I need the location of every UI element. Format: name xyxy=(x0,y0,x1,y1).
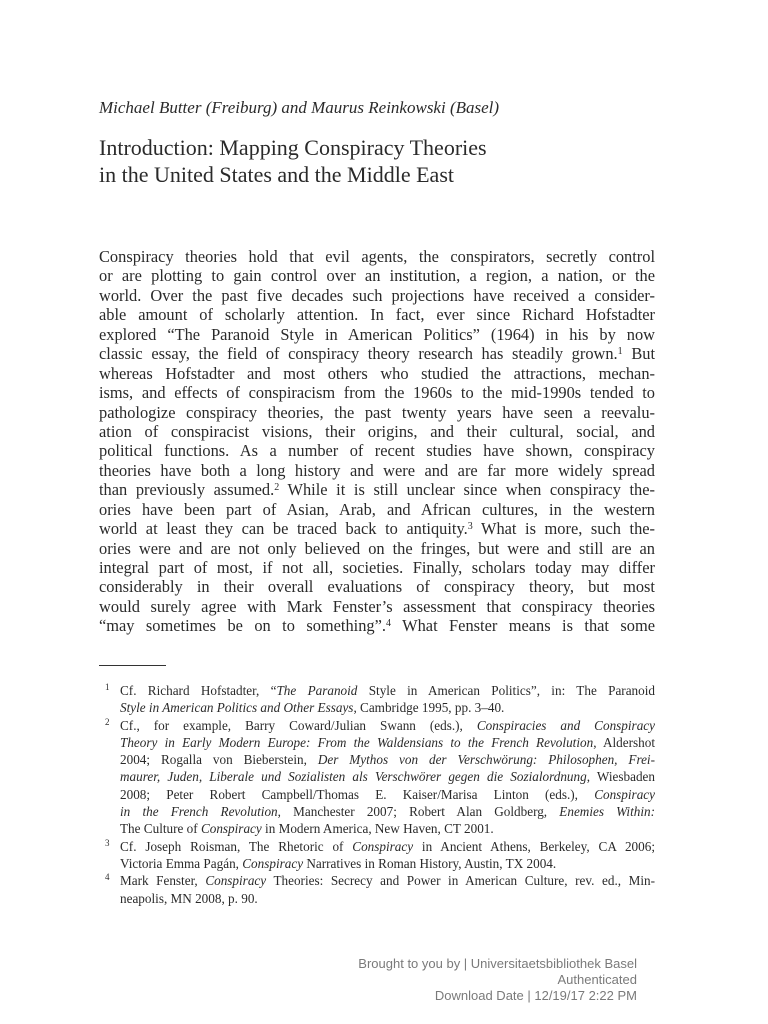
body-line: pathologize conspiracy theories, the past twenty years have seen a reevalu- xyxy=(99,402,655,422)
body-line: world. Over the past five decades such projections have received a consider- xyxy=(99,285,655,305)
body-text-segment: What Fenster means is that some xyxy=(402,616,655,636)
footnote-number: 1 xyxy=(105,682,110,692)
body-line: ation of conspiracist visions, their origins, and their cultural, social, and xyxy=(99,421,655,441)
footnotes xyxy=(99,682,655,907)
body-line: or are plotting to gain control over an institution, a region, a nation, or the xyxy=(99,266,655,286)
cited-title: Conspiracy xyxy=(242,855,304,871)
cited-title: maurer, Juden, Liberale und Sozialisten als Verschwörer gegen die Sozialordnung xyxy=(120,769,587,785)
cited-title: Conspiracy xyxy=(352,838,414,854)
body-line: ories were and are not only believed on the fringes, but were and still are an xyxy=(99,538,655,558)
body-line: explored “The Paranoid Style in American Politics” (1964) in his by now xyxy=(99,324,655,344)
footnote-line: neapolis, MN 2008, p. 90. xyxy=(120,890,258,906)
footnote-line: 2008; Peter Robert Campbell/Thomas E. Kaiser/Marisa Linton (eds.), Conspiracy xyxy=(120,786,655,802)
body-line: considerably in their overall evaluations of conspiracy theory, but most xyxy=(99,577,655,597)
body-line xyxy=(99,344,655,363)
footnote-4 xyxy=(99,872,655,907)
body-text-segment: than previously assumed. xyxy=(99,480,275,500)
footnote-number: 2 xyxy=(105,716,110,727)
stamp-line-date: Download Date | 12/19/17 2:22 PM xyxy=(434,988,637,1003)
footnote-line: in the French Revolution, Manchester 2007; Robert Alan Goldberg, Enemies Within: xyxy=(120,804,655,820)
body-line: integral part of most, if not all, societies. Finally, scholars today may differ xyxy=(99,558,655,577)
footnote-line: Mark Fenster, Conspiracy Theories: Secrecy and Power in American Culture, rev. ed., Min- xyxy=(120,873,655,889)
cited-title: Enemies Within: xyxy=(559,804,655,820)
footnote-line: Cf., for example, Barry Coward/Julian Swann (eds.), Conspiracies and Conspiracy xyxy=(120,717,655,733)
cited-title: The Paranoid xyxy=(276,683,358,698)
chapter-title-line-2: in the United States and the Middle East xyxy=(99,162,454,187)
stamp-line-auth: Authenticated xyxy=(557,972,637,987)
body-paragraph xyxy=(99,247,655,636)
body-line xyxy=(99,616,655,635)
body-text-segment: What is more, such the- xyxy=(480,519,655,539)
footnote-line: Victoria Emma Pagán, Conspiracy Narratives in Roman History, Austin, TX 2004. xyxy=(120,855,557,871)
body-line: political functions. As a number of recent studies have shown, conspiracy xyxy=(99,441,655,461)
body-text-segment: classic essay, the field of conspiracy theory research has steadily grown. xyxy=(99,344,618,364)
chapter-title xyxy=(99,134,659,188)
author-line: Michael Butter (Freiburg) and Maurus Reinkowski (Basel) xyxy=(99,98,500,117)
footnote-ref-3: 3 xyxy=(467,521,473,533)
chapter-title-line-1: Introduction: Mapping Conspiracy Theories xyxy=(99,135,487,160)
cited-title: Theory in Early Modern Europe: From the Waldensians to the French Revolution xyxy=(120,734,594,750)
body-line xyxy=(99,519,655,538)
body-line: whereas Hofstadter and most others who studied the attractions, mechan- xyxy=(99,363,655,383)
body-text-segment: But xyxy=(631,344,655,364)
footnote-ref-1: 1 xyxy=(617,346,623,358)
footnote-ref-2: 2 xyxy=(274,482,280,494)
footnote-divider xyxy=(99,665,166,666)
body-text-segment: While it is still unclear since when conspiracy the- xyxy=(287,480,655,500)
body-text-segment: “may sometimes be on to something”. xyxy=(99,616,386,636)
cited-title: Conspiracy xyxy=(200,821,262,837)
stamp-line-provider: Brought to you by | Universitaetsbibliothek Basel xyxy=(358,956,637,971)
body-line: ories have been part of Asian, Arab, and African cultures, in the western xyxy=(99,499,655,519)
footnote-line: Cf. Richard Hofstadter, “The Paranoid Style in American Politics”, in: The Paranoid xyxy=(120,683,655,698)
footnote-line: Cf. Joseph Roisman, The Rhetoric of Conspiracy in Ancient Athens, Berkeley, CA 2006; xyxy=(120,838,656,854)
footnote-ref-4: 4 xyxy=(386,618,391,630)
cited-title: Conspiracy xyxy=(205,873,267,889)
footnote-1 xyxy=(99,682,655,717)
cited-title: Conspiracy xyxy=(594,786,655,802)
cited-title: in the French Revolution xyxy=(120,804,278,820)
body-line xyxy=(99,480,655,499)
cited-title: Der Mythos von der Verschwörung: Philosophen, Frei- xyxy=(317,752,655,768)
body-line: isms, and effects of conspiracism from the 1960s to the mid-1990s tended to xyxy=(99,383,655,403)
download-stamp xyxy=(358,956,637,1004)
footnote-2 xyxy=(99,717,655,838)
footnote-line: Style in American Politics and Other Essays, Cambridge 1995, pp. 3–40. xyxy=(120,700,505,716)
footnote-line: maurer, Juden, Liberale und Sozialisten als Verschwörer gegen die Sozialordnung, Wiesbaden xyxy=(120,769,655,785)
body-line: able amount of scholarly attention. In fact, ever since Richard Hofstadter xyxy=(99,305,655,325)
footnote-number: 4 xyxy=(105,872,110,883)
cited-title: Style in American Politics and Other Essays xyxy=(120,700,354,716)
body-line: theories have both a long history and were and are far more widely spread xyxy=(99,460,655,480)
footnote-line: Theory in Early Modern Europe: From the Waldensians to the French Revolution, Aldershot xyxy=(120,734,655,750)
footnote-3 xyxy=(99,838,655,873)
body-text-segment: world at least they can be traced back to antiquity. xyxy=(99,519,468,539)
footnote-line: 2004; Rogalla von Bieberstein, Der Mythos von der Verschwörung: Philosophen, Frei- xyxy=(120,752,655,768)
footnote-line: The Culture of Conspiracy in Modern America, New Haven, CT 2001. xyxy=(120,821,494,837)
footnote-number: 3 xyxy=(105,837,110,848)
cited-title: Conspiracies and Conspiracy xyxy=(476,717,655,733)
body-line: would surely agree with Mark Fenster’s assessment that conspiracy theories xyxy=(99,596,655,616)
body-line: Conspiracy theories hold that evil agents, the conspirators, secretly control xyxy=(99,247,655,266)
